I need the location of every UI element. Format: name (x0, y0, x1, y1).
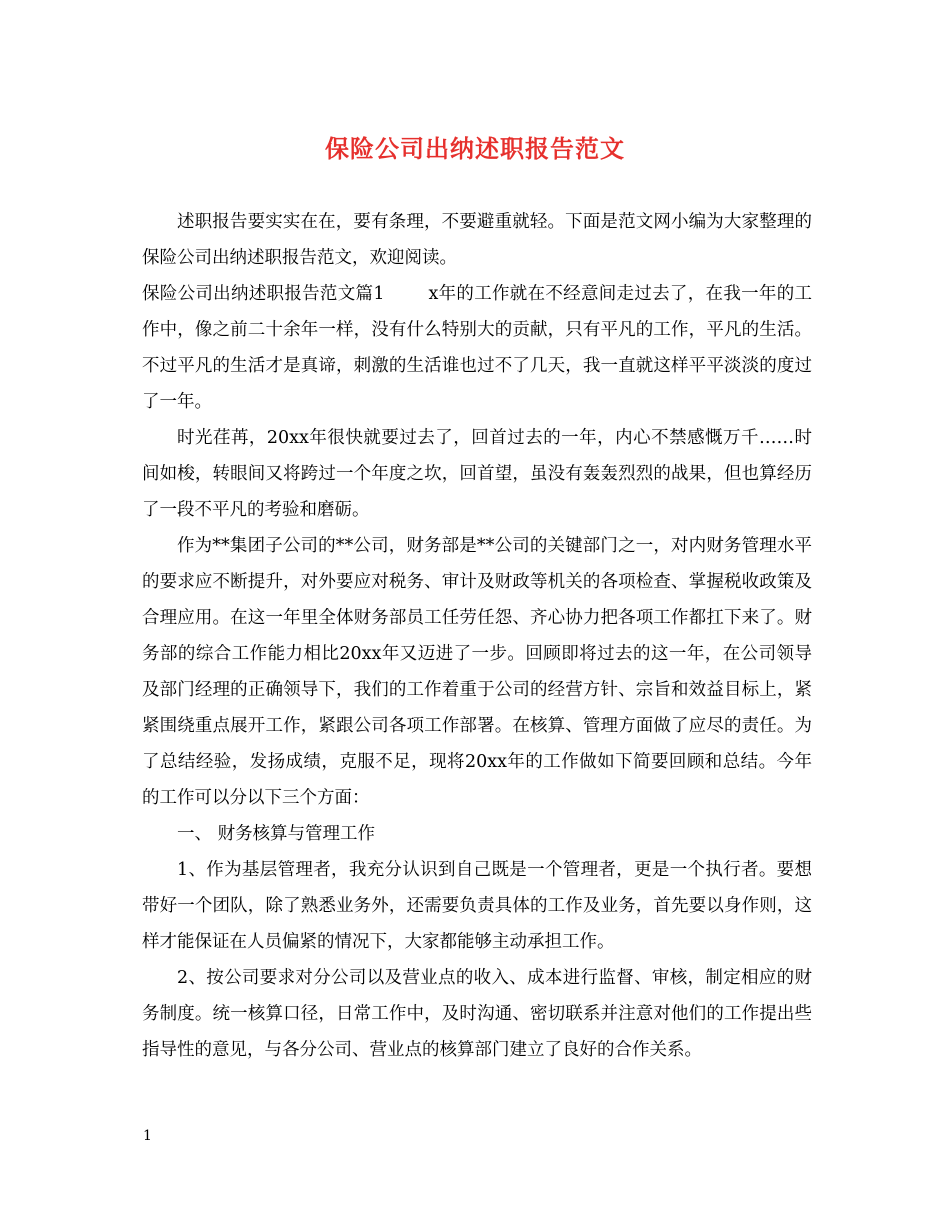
document-title: 保险公司出纳述职报告范文 (325, 134, 625, 163)
list-heading: 一、 财务核算与管理工作 (177, 824, 376, 844)
section-heading: 保险公司出纳述职报告范文篇1 (142, 284, 385, 304)
time-paragraph: 时光荏苒，20xx年很快就要过去了，回首过去的一年，内心不禁感慨万千……时间如梭，转眼间又将跨过一个年度之坎，回首望，虽没有轰轰烈烈的战果，但也算经历了一段不平凡的考验和磨砺。 (142, 428, 812, 520)
list-item-2: 2、按公司要求对分公司以及营业点的收入、成本进行监督、审核，制定相应的财务制度。统一核算口径，日常工作中，及时沟通、密切联系并注意对他们的工作提出些指导性的意见，与各分公司、营业点的核算部门建立了良好的合作关系。 (142, 968, 812, 1060)
section-text: x年的工作就在不经意间走过去了，在我一年的工作中，像之前二十余年一样，没有什么特别大的贡献，只有平凡的工作，平凡的生活。不过平凡的生活才是真谛，刺激的生活谁也过不了几天，我一直就这样平平淡淡的度过了一年。 (142, 284, 812, 412)
list-item-1: 1、作为基层管理者，我充分认识到自己既是一个管理者，更是一个执行者。要想带好一个团队，除了熟悉业务外，还需要负责具体的工作及业务，首先要以身作则，这样才能保证在人员偏紧的情况下，大家都能够主动承担工作。 (142, 860, 812, 952)
intro-paragraph: 述职报告要实实在在，要有条理，不要避重就轻。下面是范文网小编为大家整理的保险公司出纳述职报告范文，欢迎阅读。 (142, 212, 812, 268)
section-paragraph (142, 276, 812, 420)
document-body (142, 204, 812, 1068)
page-number: 1 (143, 1128, 152, 1144)
company-paragraph: 作为**集团子公司的**公司，财务部是**公司的关键部门之一，对内财务管理水平的要求应不断提升，对外要应对税务、审计及财政等机关的各项检查、掌握税收政策及合理应用。在这一年里全体财务部员工任劳任怨、齐心协力把各项工作都扛下来了。财务部的综合工作能力相比20xx年又迈进了一步。回顾即将过去的这一年，在公司领导及部门经理的正确领导下，我们的工作着重于公司的经营方针、宗旨和效益目标上，紧紧围绕重点展开工作，紧跟公司各项工作部署。在核算、管理方面做了应尽的责任。为了总结经验，发扬成绩，克服不足，现将20xx年的工作做如下简要回顾和总结。今年的工作可以分以下三个方面： (142, 536, 812, 808)
